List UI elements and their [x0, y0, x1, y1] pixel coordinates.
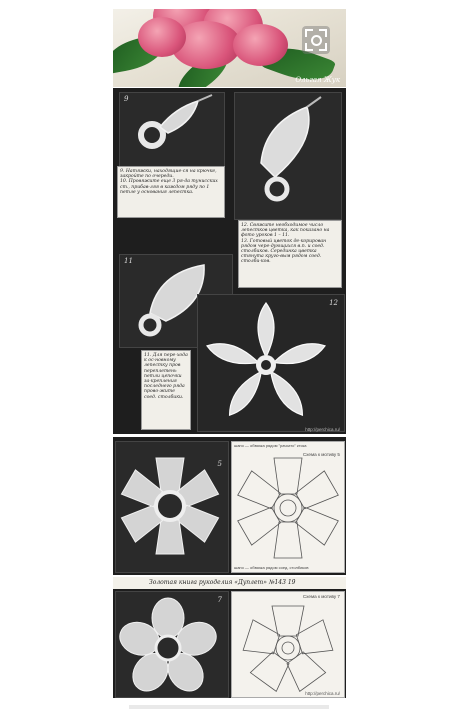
crochet-flower-icon [116, 442, 228, 572]
instruction-page-3 [113, 577, 346, 698]
motif-7-scheme [231, 591, 345, 698]
step-number: 11 [124, 257, 133, 265]
instruction-page-1 [113, 88, 346, 434]
instruction-page-2 [113, 437, 346, 575]
scheme-caption: шапо — обвязка рядом "рачьего" ктска [234, 443, 307, 448]
step-9-10-text: 9. Натяжки, находящие-ся на крючке, закройте по очереди. 10. Провяжите еще 3 ря-да тунисских ст., прибав-ляя в каждом ряду по 1 петле у основания лепестка. [117, 166, 225, 218]
step-9-photo [119, 92, 225, 168]
logo-text [113, 698, 117, 699]
crochet-flower-icon [116, 592, 228, 697]
pin-image-column [113, 9, 346, 698]
crochet-chart-icon [232, 442, 344, 572]
crochet-flower-icon [198, 295, 344, 431]
magazine-header [113, 577, 346, 589]
source-url: http://perchica.ru/ [305, 427, 340, 432]
motif-7-photo [115, 591, 229, 698]
scheme-label: Схема к мотиву 7 [302, 594, 340, 599]
step-number: 7 [217, 596, 222, 604]
finished-flower-photo [197, 294, 345, 432]
step-12-13-text: 12. Свяжите необходимое число лепестков цветка, как показано на фото уроков 1 – 11. 13. Готовый цветок де-корирован рядом чере-дующихся в.п. и соед. столбиков. Серединка цветка стянута круго-вым рядом соед. столби-ков. [238, 220, 342, 288]
magazine-title: Золотая книга рукоделия «Дуплет» №143 19 [149, 579, 296, 586]
source-url: http://perchica.ru/ [305, 691, 340, 696]
step-number: 5 [217, 460, 222, 468]
lens-icon [311, 35, 322, 46]
scheme-caption: шапо — обвязка рядом соед. столбиков [234, 565, 309, 570]
step-number: 12 [329, 299, 338, 307]
motif-5-scheme [231, 441, 345, 573]
step-10-photo [234, 92, 342, 220]
petal-shape [138, 17, 186, 57]
expand-image-button[interactable] [302, 26, 330, 54]
postila-logo-icon [113, 700, 346, 711]
crochet-leaf-icon [120, 93, 224, 167]
step-number: 9 [124, 95, 129, 103]
step-11-text: 11. Для пере-хода к ос-новному лепестку пров переплетень петли цепочки за-крепления последнего ряда прово-жите соед. столбики. [141, 350, 191, 430]
crochet-chart-icon [232, 592, 344, 697]
flower-photo [113, 9, 346, 87]
scheme-label: Схема к мотиву 5 [302, 452, 340, 457]
crochet-leaf-icon [235, 93, 341, 219]
petal-shape [233, 24, 288, 66]
photo-watermark: Ольгая Жук [295, 76, 340, 84]
motif-5-photo [115, 441, 229, 573]
postila-logo [113, 698, 346, 709]
